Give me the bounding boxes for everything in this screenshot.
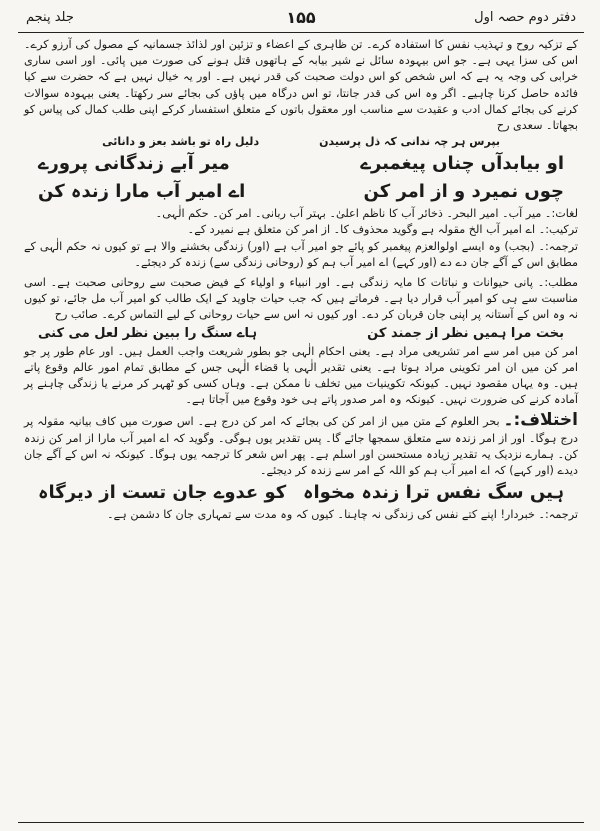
ikhtilaf-text: بحر العلوم کے متن میں از امر کن کی بجائے کہ امر کن درج ہے۔ اس صورت میں کاف بیانیہ مقولہ پر درج ہوگا۔ اور از امر زندہ سے متعلق سمجھا جائے گا۔ پس تقدیر یوں ہوگی۔ وگوید کہ اے امیر آب مارا از امر کن زندہ کن۔ ہمارے نزدیک یہ تقدیر زیادہ مستحسن اور اسلم ہے۔ پھر اس شعر کا ترجمہ یوں ہوگا۔ کیونکہ نہ اس کے آگے جان دیدے (اور کہے) کہ اے امیر آب ہم کو اللہ کے امر سے زندہ کر دیجئے۔ xyxy=(24,415,578,478)
verse-hemistich: اے امیر آب مارا زندہ کن xyxy=(38,181,246,203)
footer-rule xyxy=(18,822,584,823)
verse-hemistich: بخت مرا ہمیں نظر از جمند کن xyxy=(367,325,564,341)
main-verse-2 xyxy=(24,178,578,206)
tarjuma-section: ترجمہ:۔ (بجب) وہ ایسے اولوالعزم پیغمبر کو پائے جو امیر آب ہے (اور) زندگی بخشنے والا ہے تو کیوں نہ حکم الٰہی کے مطابق اس کے آگے جان دے دے (اور کہے) اے امیر آب ہم کو (روحانی زندگی سے) زندہ کر دیجئے۔ xyxy=(24,239,578,269)
main-verse-1 xyxy=(24,150,578,178)
amr-explanation: امر کن میں امر سے امر تشریعی مراد ہے۔ یعنی احکام الٰہی جو بطور شریعت واجب العمل ہیں۔ اور عام طور پر جو امر کن میں ان امر تکوینی مراد ہوتا ہے۔ یعنی تقدیر الٰہی یا قضاء الٰہی جس کے مطابق تمام امور عالم وقوع پاتے ہیں۔ وہ یہاں مقصود نہیں۔ کیونکہ تکوینیات میں تخلف نا ممکن ہے۔ وہاں کسی کو ٹھہر کر مرنے یا زندگی چاہنے پر آمادہ کرنے کی ضرورت نہیں۔ کیونکہ وہ امر صدور پاتے ہی خود وقوع میں آجاتا ہے۔ xyxy=(24,344,578,407)
verse-hemistich: میر آبے زندگانی پرورے xyxy=(38,153,230,175)
final-tarjuma: ترجمہ:۔ خبردار! اپنے کتے نفس کی زندگی نہ چاہنا۔ کیوں کہ وہ مدت سے تمہاری جان کا دشمن ہے۔ xyxy=(107,508,578,522)
matlab-section: مطلب:۔ پانی حیوانات و نباتات کا مایہ زندگی ہے۔ اور انبیاء و اولیاء کے فیض صحبت سے روحانی صحبت ہے۔ اسی مناسبت سے ہی کو امیر آب قرار دیا ہے۔ فرماتے ہیں کہ جب حیات جاوید کے ایک طالب کو امیر آب مل جائے، تو کیوں نہ وہ اس کے آستانہ پر اپنی جان قربان کر دے۔ اور کیوں نہ اس سے حیات روحانی کے لیے التماس کرے۔ صائب رح xyxy=(24,276,578,322)
verse-hemistich: دلیل راہ تو باشد بعز و دانائی xyxy=(102,135,260,149)
ikhtilaf-section xyxy=(24,412,578,479)
page-number: ۱۵۵ xyxy=(286,8,316,27)
verse-hemistich: او بیابدآں چناں پیغمبرے xyxy=(360,153,564,175)
verse-hemistich: چوں نمیرد و از امر کن xyxy=(363,181,564,203)
saadi-verse xyxy=(24,134,578,150)
verse-hemistich: ہیں سگ نفس ترا زندہ مخواہ xyxy=(302,482,564,504)
closing-verse xyxy=(24,479,578,507)
lughat-section: لغات:۔ میر آب۔ امیر البحر۔ ذخائر آب کا ناظم اعلیٰ۔ بہتر آب ربانی۔ امر کن۔ حکم الٰہی۔ xyxy=(155,207,578,221)
page-header xyxy=(18,8,584,30)
ikhtilaf-heading: اختلاف:۔ xyxy=(503,410,578,431)
volume-label: جلد پنجم xyxy=(26,10,74,25)
paragraph-intro: کے تزکیہ روح و تہذیب نفس کا استفادہ کرے۔ تن ظاہری کے اعضاء و تزئین اور لذائذ جسمانیہ کے مصول کی آرزو کرے۔ اس کی سزا یہی ہے۔ جو اس بیہودہ سائل نے شیر بیابہ کے ہاتھوں قتل ہونے کی صورت میں پائی۔ اور اسی ساری خرابی کی وجہ یہ ہے کہ اس شخص کو اس دولت صحبت کی قدر نہیں ہے۔ اور یہ خیال نہیں ہے کہ حضرت سے کیا فائدہ حاصل کرنا چاہیے۔ اگر وہ اس کی قدر جانتا، تو اس درگاہ میں پاؤں کی بجائے سر رکھتا۔ یعنی بیہودہ سوالات کرنے کی بجائے کمال ادب و عقیدت سے مناسب اور معقول باتوں کے متعلق استفسار کرکے اپنی طلب کمال کی پیاس کو بجھاتا۔ سعدی رح xyxy=(24,38,578,133)
header-rule xyxy=(18,32,584,33)
book-page xyxy=(18,8,584,823)
verse-hemistich: بپرس ہر چہ ندانی کہ ذل پرسیدن xyxy=(319,135,500,149)
saib-verse xyxy=(24,324,578,344)
tarkeeb-section: ترکیب:۔ اے امیر آب الخ مقولہ ہے وگوید محذوف کا۔ از امر کن متعلق ہے نمیرد کے۔ xyxy=(187,223,578,237)
verse-hemistich: کو عدوے جان تست از دیرگاہ xyxy=(38,482,287,504)
page-body xyxy=(18,37,584,523)
verse-hemistich: ہاے سنگ را ببین نظر لعل می کنی xyxy=(38,325,258,341)
volume-part-label: دفتر دوم حصہ اول xyxy=(474,10,576,25)
